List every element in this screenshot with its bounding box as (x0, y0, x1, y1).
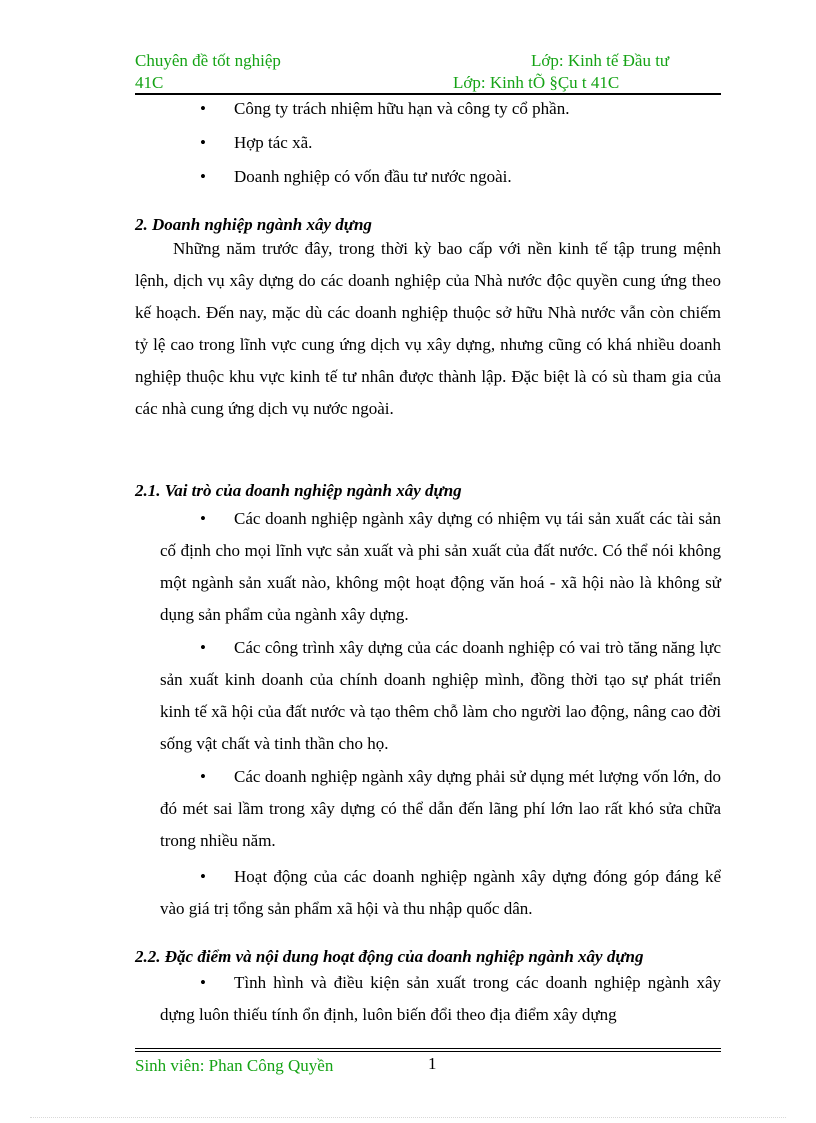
section-heading: 2. Doanh nghiệp ngành xây dựng (135, 215, 372, 234)
bullet-icon: • (200, 867, 206, 886)
header-title: Chuyên đề tốt nghiệp (135, 51, 281, 70)
list-item-text: Doanh nghiệp có vốn đầu tư nước ngoài. (234, 167, 512, 186)
bullet-paragraph-text: Các công trình xây dựng của các doanh nghiệp có vai trò tăng năng lực sản xuất kinh doanh của chính doanh nghiệp mình, đồng thời tạo sự phát triển kinh tế xã hội của đất nước và tạo thêm chỗ làm cho người lao động, nâng cao đời sống vật chất và tinh thần cho họ. (160, 638, 721, 753)
section-heading: 2.1. Vai trò của doanh nghiệp ngành xây dựng (135, 481, 462, 500)
bullet-icon: • (200, 638, 206, 657)
bullet-icon: • (200, 509, 206, 528)
bullet-icon: • (200, 99, 206, 118)
bullet-paragraph (160, 861, 721, 925)
list-item-text: Công ty trách nhiệm hữu hạn và công ty cổ phần. (234, 99, 570, 118)
bullet-paragraph-text: Các doanh nghiệp ngành xây dựng phải sử dụng mét lượng vốn lớn, do đó mét sai lầm trong xây dựng có thể dẫn đến lãng phí lớn lao rất khó sửa chữa trong nhiều năm. (160, 767, 721, 850)
bullet-icon: • (200, 767, 206, 786)
header-class-code: 41C (135, 73, 164, 92)
bullet-icon: • (200, 973, 206, 992)
header-class: Lớp: Kinh tế Đầu tư (531, 51, 670, 70)
bullet-paragraph-text: Tình hình và điều kiện sản xuất trong các doanh nghiệp ngành xây dựng luôn thiếu tính ổn định, luôn biến đổi theo địa điểm xây dựng (160, 973, 721, 1024)
header-rule (135, 93, 721, 95)
bullet-icon: • (200, 167, 206, 186)
bullet-paragraph-text: Các doanh nghiệp ngành xây dựng có nhiệm vụ tái sản xuất các tài sản cố định cho mọi lĩnh vực sản xuất và phi sản xuất của đất nước. Có thể nói không một ngành sản xuất nào, không một hoạt động văn hoá - xã hội nào là không sử dụng sản phẩm của ngành xây dựng. (160, 509, 721, 624)
page-edge-dots (30, 1117, 786, 1118)
bullet-paragraph-text: Hoạt động của các doanh nghiệp ngành xây dựng đóng góp đáng kể vào giá trị tổng sản phẩm xã hội và thu nhập quốc dân. (160, 867, 721, 918)
footer-rule (135, 1048, 721, 1049)
footer-student: Sinh viên: Phan Công Quyền (135, 1056, 334, 1075)
bullet-icon: • (200, 133, 206, 152)
section-heading: 2.2. Đặc điểm và nội dung hoạt động của doanh nghiệp ngành xây dựng (135, 947, 644, 966)
footer-rule (135, 1051, 721, 1052)
header-class-garbled: Lớp: Kinh tÕ §Çu t 41C (453, 73, 620, 92)
bullet-paragraph (160, 632, 721, 760)
section-paragraph: Những năm trước đây, trong thời kỳ bao cấp với nền kinh tế tập trung mệnh lệnh, dịch vụ xây dựng do các doanh nghiệp của Nhà nước độc quyền cung ứng theo kế hoạch. Đến nay, mặc dù các doanh nghiệp thuộc sở hữu Nhà nước vẫn còn chiếm tỷ lệ cao trong lĩnh vực cung ứng dịch vụ xây dựng, nhưng cũng có khá nhiều doanh nghiệp thuộc khu vực kinh tế tư nhân được thành lập. Đặc biệt là có sù tham gia của các nhà cung ứng dịch vụ nước ngoài. (135, 239, 721, 418)
bullet-paragraph (160, 761, 721, 857)
page-number: 1 (428, 1054, 437, 1073)
list-item-text: Hợp tác xã. (234, 133, 313, 152)
bullet-paragraph (160, 503, 721, 631)
bullet-paragraph (160, 967, 721, 1031)
